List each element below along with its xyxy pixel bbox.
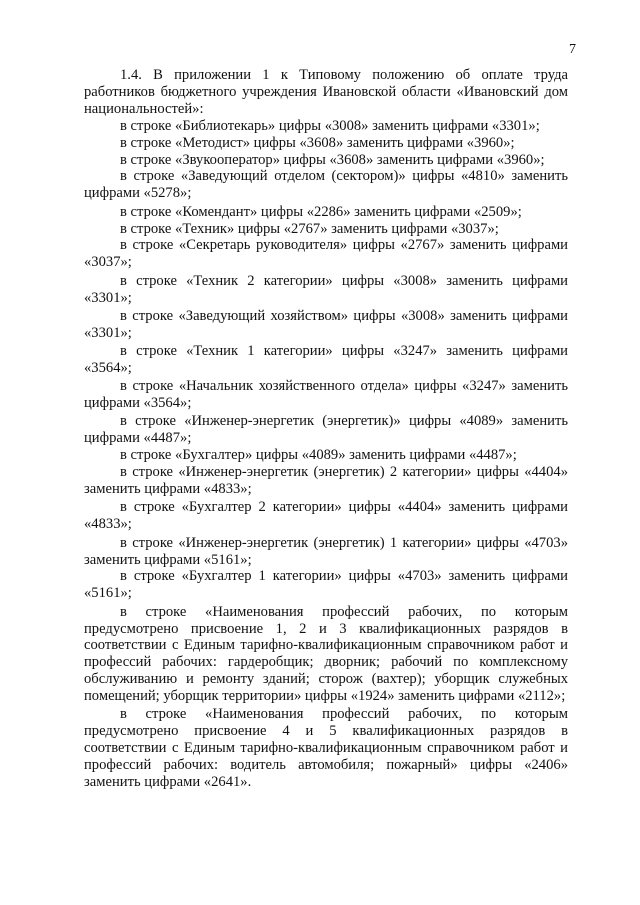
amendment-line: в строке «Инженер-энергетик (энергетик) 2 категории» цифры «4404» заменить цифрами «4833»; xyxy=(84,464,568,498)
page-number: 7 xyxy=(569,42,576,57)
amendment-line: в строке «Техник 2 категории» цифры «3008» заменить цифрами «3301»; xyxy=(84,272,568,306)
amendment-line: в строке «Техник» цифры «2767» заменить цифрами «3037»; xyxy=(120,220,499,237)
document-body xyxy=(84,67,568,791)
amendment-line: в строке «Бухгалтер» цифры «4089» заменить цифрами «4487»; xyxy=(120,447,517,464)
amendment-line: в строке «Инженер-энергетик (энергетик) 1 категории» цифры «4703» заменить цифрами «5161»; xyxy=(84,534,568,568)
amendment-line: в строке «Инженер-энергетик (энергетик)» цифры «4089» заменить цифрами «4487»; xyxy=(84,413,568,447)
amendment-line: в строке «Начальник хозяйственного отдела» цифры «3247» заменить цифрами «3564»; xyxy=(84,378,568,412)
amendment-line: в строке «Бухгалтер 2 категории» цифры «4404» заменить цифрами «4833»; xyxy=(84,499,568,533)
amendment-line: в строке «Звукооператор» цифры «3608» заменить цифрами «3960»; xyxy=(120,151,545,168)
amendment-line: в строке «Комендант» цифры «2286» заменить цифрами «2509»; xyxy=(120,203,522,220)
amendment-paragraph-workers-grades-1-3: в строке «Наименования профессий рабочих, по которым предусмотрено присвоение 1, 2 и 3 квалификационных разрядов в соответствии с Единым тарифно-квалификационным справочником работ и профессий рабочих: гардеробщик; дворник; рабочий по комплексному обслуживанию и ремонту зданий; сторож (вахтер); уборщик служебных помещений; уборщик территории» цифры «1924» заменить цифрами «2112»; xyxy=(84,603,568,705)
amendment-line: в строке «Заведующий хозяйством» цифры «3008» заменить цифрами «3301»; xyxy=(84,307,568,341)
amendment-line: в строке «Секретарь руководителя» цифры «2767» заменить цифрами «3037»; xyxy=(84,237,568,271)
amendment-paragraph-workers-grades-4-5: в строке «Наименования профессий рабочих, по которым предусмотрено присвоение 4 и 5 квалификационных разрядов в соответствии с Единым тарифно-квалификационным справочником работ и профессий рабочих: водитель автомобиля; пожарный» цифры «2406» заменить цифрами «2641». xyxy=(84,706,568,791)
amendment-line: в строке «Методист» цифры «3608» заменить цифрами «3960»; xyxy=(120,134,515,151)
amendment-line: в строке «Заведующий отделом (сектором)» цифры «4810» заменить цифрами «5278»; xyxy=(84,168,568,202)
section-intro-paragraph: 1.4. В приложении 1 к Типовому положению об оплате труда работников бюджетного учреждения Ивановской области «Ивановский дом национальностей»: xyxy=(84,67,568,117)
amendment-line: в строке «Техник 1 категории» цифры «3247» заменить цифрами «3564»; xyxy=(84,343,568,376)
amendment-line: в строке «Бухгалтер 1 категории» цифры «4703» заменить цифрами «5161»; xyxy=(84,568,568,602)
amendment-line: в строке «Библиотекарь» цифры «3008» заменить цифрами «3301»; xyxy=(120,117,540,134)
